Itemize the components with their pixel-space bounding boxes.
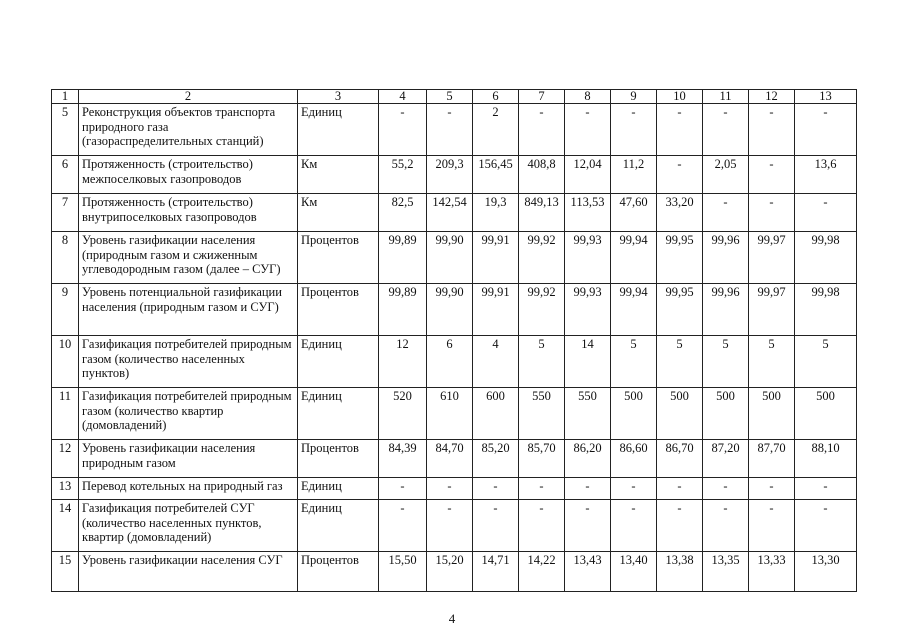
value-cell: - (519, 500, 565, 552)
value-cell: - (749, 478, 795, 500)
column-number-row (52, 90, 857, 104)
value-cell: - (519, 104, 565, 156)
value-cell: - (427, 500, 473, 552)
value-cell: 550 (519, 388, 565, 440)
row-number: 12 (52, 440, 79, 478)
value-cell: - (657, 104, 703, 156)
value-cell: 600 (473, 388, 519, 440)
column-number: 11 (703, 90, 749, 104)
value-cell: 99,96 (703, 284, 749, 336)
value-cell: 5 (657, 336, 703, 388)
value-cell: 84,70 (427, 440, 473, 478)
indicator-name: Протяженность (строительство) внутрипоселковых газопроводов (79, 194, 298, 232)
value-cell: 99,90 (427, 284, 473, 336)
table-row (52, 232, 857, 284)
value-cell: 33,20 (657, 194, 703, 232)
row-number: 5 (52, 104, 79, 156)
value-cell: 88,10 (795, 440, 857, 478)
table-row (52, 440, 857, 478)
column-number: 3 (298, 90, 379, 104)
value-cell: 12,04 (565, 156, 611, 194)
indicator-name: Перевод котельных на природный газ (79, 478, 298, 500)
value-cell: 99,89 (379, 232, 427, 284)
indicator-name: Уровень газификации населения (природным газом и сжиженным углеводородным газом (далее – СУГ) (79, 232, 298, 284)
row-number: 13 (52, 478, 79, 500)
value-cell: 99,89 (379, 284, 427, 336)
value-cell: 99,94 (611, 284, 657, 336)
indicator-name: Газификация потребителей СУГ (количество населенных пунктов, квартир (домовладений) (79, 500, 298, 552)
value-cell: 209,3 (427, 156, 473, 194)
value-cell: - (703, 104, 749, 156)
column-number: 7 (519, 90, 565, 104)
unit: Единиц (298, 478, 379, 500)
column-number: 4 (379, 90, 427, 104)
value-cell: - (611, 500, 657, 552)
column-number: 10 (657, 90, 703, 104)
value-cell: 12 (379, 336, 427, 388)
value-cell: 550 (565, 388, 611, 440)
value-cell: - (565, 478, 611, 500)
value-cell: - (519, 478, 565, 500)
value-cell: 14,22 (519, 552, 565, 592)
table-row (52, 388, 857, 440)
column-number: 1 (52, 90, 79, 104)
indicator-name: Уровень газификации населения СУГ (79, 552, 298, 592)
value-cell: - (565, 104, 611, 156)
value-cell: 500 (611, 388, 657, 440)
row-number: 7 (52, 194, 79, 232)
value-cell: 13,6 (795, 156, 857, 194)
value-cell: 500 (795, 388, 857, 440)
value-cell: 99,95 (657, 232, 703, 284)
table-row (52, 284, 857, 336)
value-cell: - (795, 500, 857, 552)
row-number: 10 (52, 336, 79, 388)
table-row (52, 552, 857, 592)
value-cell: - (749, 500, 795, 552)
value-cell: 99,96 (703, 232, 749, 284)
value-cell: 5 (749, 336, 795, 388)
value-cell: 99,94 (611, 232, 657, 284)
unit: Единиц (298, 500, 379, 552)
value-cell: 14 (565, 336, 611, 388)
value-cell: - (749, 194, 795, 232)
value-cell: 408,8 (519, 156, 565, 194)
value-cell: 99,91 (473, 284, 519, 336)
value-cell: 99,98 (795, 284, 857, 336)
value-cell: - (795, 104, 857, 156)
value-cell: 610 (427, 388, 473, 440)
value-cell: 99,91 (473, 232, 519, 284)
value-cell: 99,93 (565, 232, 611, 284)
value-cell: 5 (611, 336, 657, 388)
value-cell: 5 (795, 336, 857, 388)
value-cell: 99,92 (519, 284, 565, 336)
row-number: 6 (52, 156, 79, 194)
value-cell: 500 (657, 388, 703, 440)
value-cell: 2,05 (703, 156, 749, 194)
unit: Процентов (298, 232, 379, 284)
value-cell: 13,38 (657, 552, 703, 592)
value-cell: - (611, 478, 657, 500)
value-cell: 47,60 (611, 194, 657, 232)
column-number: 13 (795, 90, 857, 104)
value-cell: 500 (703, 388, 749, 440)
value-cell: 99,95 (657, 284, 703, 336)
value-cell: 4 (473, 336, 519, 388)
column-number: 8 (565, 90, 611, 104)
indicator-name: Газификация потребителей природным газом (количество квартир (домовладений) (79, 388, 298, 440)
row-number: 14 (52, 500, 79, 552)
value-cell: 5 (703, 336, 749, 388)
table-row (52, 156, 857, 194)
indicator-name: Газификация потребителей природным газом (количество населенных пунктов) (79, 336, 298, 388)
value-cell: - (611, 104, 657, 156)
value-cell: - (703, 194, 749, 232)
value-cell: - (703, 500, 749, 552)
table-row (52, 336, 857, 388)
column-number: 9 (611, 90, 657, 104)
value-cell: 849,13 (519, 194, 565, 232)
row-number: 9 (52, 284, 79, 336)
value-cell: 6 (427, 336, 473, 388)
value-cell: 13,43 (565, 552, 611, 592)
value-cell: 99,97 (749, 284, 795, 336)
value-cell: 55,2 (379, 156, 427, 194)
value-cell: - (657, 156, 703, 194)
value-cell: 99,98 (795, 232, 857, 284)
value-cell: - (703, 478, 749, 500)
value-cell: - (565, 500, 611, 552)
value-cell: 84,39 (379, 440, 427, 478)
row-number: 11 (52, 388, 79, 440)
page-number: 4 (448, 611, 456, 626)
value-cell: 5 (519, 336, 565, 388)
unit: Процентов (298, 552, 379, 592)
value-cell: - (749, 156, 795, 194)
value-cell: - (379, 478, 427, 500)
value-cell: 15,50 (379, 552, 427, 592)
unit: Единиц (298, 336, 379, 388)
column-number: 5 (427, 90, 473, 104)
value-cell: 13,33 (749, 552, 795, 592)
unit: Процентов (298, 440, 379, 478)
value-cell: - (379, 500, 427, 552)
value-cell: 2 (473, 104, 519, 156)
unit: Процентов (298, 284, 379, 336)
value-cell: 86,20 (565, 440, 611, 478)
value-cell: 520 (379, 388, 427, 440)
row-number: 8 (52, 232, 79, 284)
value-cell: 142,54 (427, 194, 473, 232)
value-cell: - (473, 500, 519, 552)
unit: Единиц (298, 388, 379, 440)
unit: Единиц (298, 104, 379, 156)
value-cell: - (749, 104, 795, 156)
indicators-table (51, 89, 857, 592)
value-cell: 11,2 (611, 156, 657, 194)
table-row (52, 194, 857, 232)
indicator-name: Уровень газификации населения природным газом (79, 440, 298, 478)
value-cell: 19,3 (473, 194, 519, 232)
unit: Км (298, 156, 379, 194)
table-row (52, 478, 857, 500)
value-cell: 13,35 (703, 552, 749, 592)
value-cell: 85,20 (473, 440, 519, 478)
value-cell: 13,40 (611, 552, 657, 592)
indicator-name: Реконструкция объектов транспорта природного газа (газораспределительных станций) (79, 104, 298, 156)
value-cell: 86,60 (611, 440, 657, 478)
value-cell: 14,71 (473, 552, 519, 592)
value-cell: 87,70 (749, 440, 795, 478)
value-cell: 99,90 (427, 232, 473, 284)
value-cell: - (795, 194, 857, 232)
value-cell: 13,30 (795, 552, 857, 592)
table-row (52, 500, 857, 552)
column-number: 12 (749, 90, 795, 104)
row-number: 15 (52, 552, 79, 592)
value-cell: 156,45 (473, 156, 519, 194)
value-cell: 87,20 (703, 440, 749, 478)
indicator-name: Уровень потенциальной газификации населения (природным газом и СУГ) (79, 284, 298, 336)
indicator-name: Протяженность (строительство) межпоселковых газопроводов (79, 156, 298, 194)
value-cell: 99,97 (749, 232, 795, 284)
table-row (52, 104, 857, 156)
value-cell: - (657, 500, 703, 552)
value-cell: - (473, 478, 519, 500)
value-cell: 15,20 (427, 552, 473, 592)
value-cell: - (795, 478, 857, 500)
value-cell: 99,92 (519, 232, 565, 284)
value-cell: 500 (749, 388, 795, 440)
column-number: 2 (79, 90, 298, 104)
value-cell: 86,70 (657, 440, 703, 478)
value-cell: - (427, 478, 473, 500)
value-cell: - (657, 478, 703, 500)
value-cell: - (379, 104, 427, 156)
value-cell: 99,93 (565, 284, 611, 336)
value-cell: - (427, 104, 473, 156)
column-number: 6 (473, 90, 519, 104)
value-cell: 113,53 (565, 194, 611, 232)
value-cell: 85,70 (519, 440, 565, 478)
value-cell: 82,5 (379, 194, 427, 232)
unit: Км (298, 194, 379, 232)
